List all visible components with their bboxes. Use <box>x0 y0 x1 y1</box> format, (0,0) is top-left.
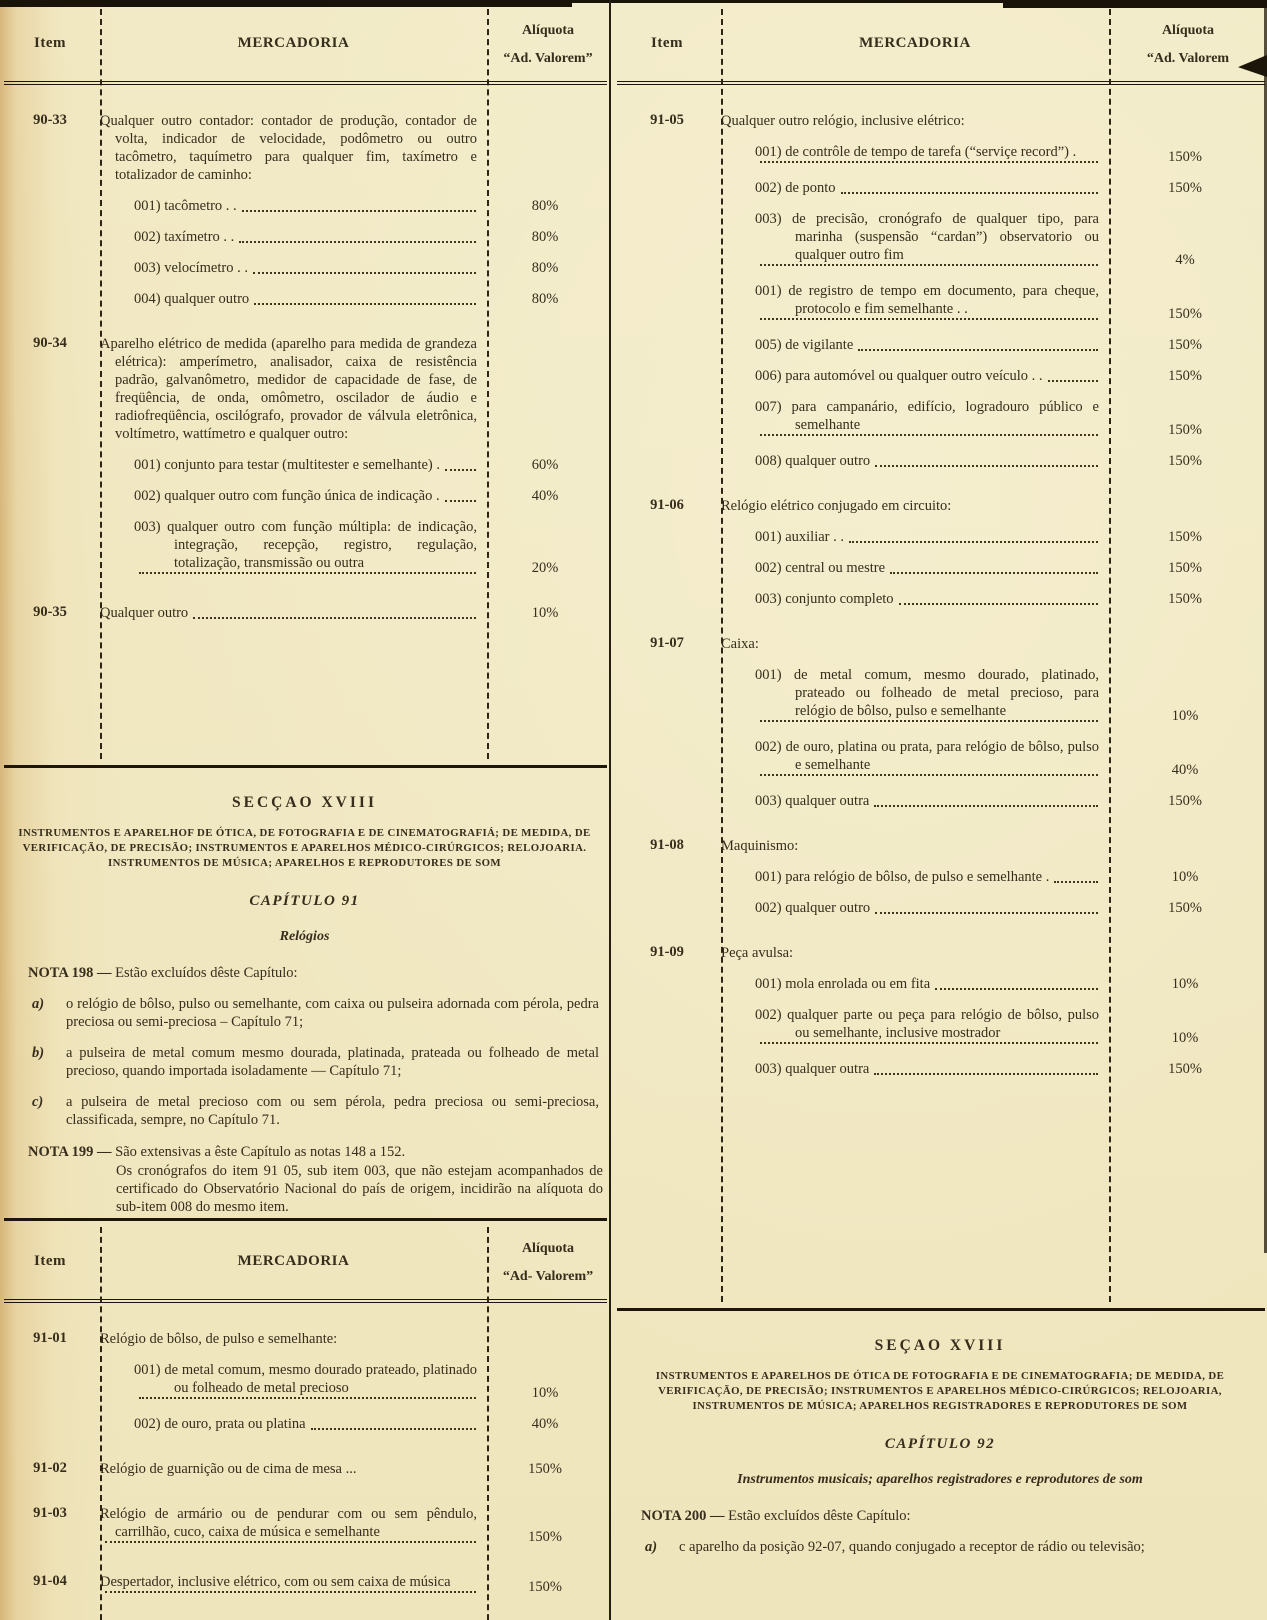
row-text: 004) qualquer outro <box>134 291 250 307</box>
row-text: 002) qualquer parte ou peça para relógio de bôlso, pulso ou semelhante, inclusive mostrador <box>755 1007 1099 1041</box>
row-description <box>721 367 1103 385</box>
dotted-leader <box>445 500 476 502</box>
commodity-row <box>613 944 1267 962</box>
item-code: 91-07 <box>650 635 684 651</box>
row-description <box>721 868 1103 886</box>
rate-value: 150% <box>1168 900 1202 916</box>
column-rule <box>100 1227 102 1620</box>
rate-value: 150% <box>1168 529 1202 545</box>
item-code: 91-05 <box>650 112 684 128</box>
item-code <box>613 738 721 779</box>
rate-value: 150% <box>1168 337 1202 353</box>
section-left <box>0 768 609 1218</box>
note-item-a: a) c aparelho da posição 92-07, quando conjugado a receptor de rádio ou televisão; <box>645 1539 1145 1555</box>
right-column <box>613 3 1267 1620</box>
subitem-row <box>613 590 1267 608</box>
row-text: Caixa: <box>721 636 759 652</box>
row-description <box>721 666 1103 725</box>
dotted-leader <box>875 465 1098 467</box>
table-body <box>0 1330 609 1596</box>
commodity-row <box>613 112 1267 130</box>
rate-value: 10% <box>1171 869 1199 885</box>
section-title: SECÇAO XVIII <box>232 794 377 811</box>
header-mercadoria: MERCADORIA <box>859 35 971 51</box>
dotted-leader <box>760 1042 1098 1044</box>
item-code <box>613 367 721 385</box>
nota-198: NOTA 198 — Estão excluídos dêste Capítulo: <box>28 965 298 981</box>
item-code <box>0 518 100 577</box>
item-code <box>613 899 721 917</box>
item-code: 90-33 <box>33 112 67 128</box>
subitem-row <box>613 210 1267 269</box>
row-description <box>100 1505 481 1546</box>
subitem-row <box>0 1415 609 1433</box>
row-text: 001) tacômetro . . <box>134 198 237 214</box>
dotted-leader <box>254 303 476 305</box>
item-code <box>0 1361 100 1402</box>
rate-value: 10% <box>1171 976 1199 992</box>
row-text: 003) qualquer outra <box>755 1061 870 1077</box>
subitem-row <box>613 528 1267 546</box>
dotted-leader <box>139 1397 476 1399</box>
row-description <box>721 837 1103 855</box>
commodity-row <box>0 1505 609 1546</box>
rate-value: 150% <box>528 1529 562 1545</box>
rate-value: 60% <box>531 457 559 473</box>
rate-value: 80% <box>531 198 559 214</box>
row-text: 002) de ponto <box>755 180 836 196</box>
item-code: 91-04 <box>33 1573 67 1589</box>
row-description <box>100 1460 481 1478</box>
row-text: 001) mola enrolada ou em fita <box>755 976 931 992</box>
row-text: Relógio de guarnição ou de cima de mesa ... <box>100 1461 357 1477</box>
dotted-leader <box>858 349 1098 351</box>
row-text: 003) qualquer outra <box>755 793 870 809</box>
rate-value: 150% <box>528 1579 562 1595</box>
item-code <box>613 666 721 725</box>
row-text: Relógio de bôlso, de pulso e semelhante: <box>100 1331 338 1347</box>
subitem-row <box>613 792 1267 810</box>
row-description <box>721 336 1103 354</box>
item-code <box>613 1006 721 1047</box>
row-text: 001) de contrôle de tempo de tarefa (“serviçe record”) . <box>755 144 1077 160</box>
row-text: Relógio elétrico conjugado em circuito: <box>721 498 952 514</box>
row-description <box>721 210 1103 269</box>
dotted-leader <box>760 434 1098 436</box>
subitem-row <box>0 518 609 577</box>
row-text: 002) de ouro, prata ou platina <box>134 1416 306 1432</box>
header-item: Item <box>34 1253 66 1269</box>
tariff-table-left-bottom <box>0 1221 609 1620</box>
subitem-row <box>613 367 1267 385</box>
rate-value: 20% <box>531 560 559 576</box>
rate-value: 150% <box>1168 591 1202 607</box>
row-description <box>100 456 481 474</box>
subitem-row <box>0 1361 609 1402</box>
row-text: 001) conjunto para testar (multitester e semelhante) . <box>134 457 441 473</box>
item-code <box>613 1060 721 1078</box>
table-body <box>613 112 1267 1078</box>
subitem-row <box>613 868 1267 886</box>
row-text: 001) de registro de tempo em documento, para cheque, protocolo e fim semelhante . . <box>755 283 1099 317</box>
row-text: Peça avulsa: <box>721 945 794 961</box>
item-code <box>0 228 100 246</box>
item-code: 91-09 <box>650 944 684 960</box>
subitem-row <box>613 1060 1267 1078</box>
header-mercadoria: MERCADORIA <box>237 35 350 51</box>
item-code <box>613 868 721 886</box>
item-code: 91-06 <box>650 497 684 513</box>
dotted-leader <box>849 541 1098 543</box>
row-description <box>721 112 1103 130</box>
nota-199: NOTA 199 — São extensivas a êste Capítulo as notas 148 a 152. Os cronógrafos do item 91 05, sub item 003, que não estejam acompanhados de certificado do Observatório Nacional do país de origem, incidirão na alíquota do sub-item 008 do mesmo item. <box>28 1144 603 1215</box>
item-code <box>613 179 721 197</box>
commodity-row <box>0 1460 609 1478</box>
dotted-leader <box>760 774 1098 776</box>
subitem-row <box>0 259 609 277</box>
rate-value: 10% <box>1171 1030 1199 1046</box>
dotted-leader <box>935 988 1098 990</box>
rate-value: 40% <box>1171 762 1199 778</box>
rate-value: 150% <box>1168 422 1202 438</box>
row-description <box>721 792 1103 810</box>
row-text: Despertador, inclusive elétrico, com ou sem caixa de música <box>100 1574 451 1590</box>
commodity-row <box>0 112 609 184</box>
row-description <box>721 944 1103 962</box>
item-code <box>0 259 100 277</box>
dotted-leader <box>193 617 476 619</box>
header-item: Item <box>651 35 683 51</box>
column-rule <box>100 9 102 759</box>
row-text: 008) qualquer outro <box>755 453 871 469</box>
column-rule <box>1109 9 1111 1302</box>
commodity-row <box>613 837 1267 855</box>
commodity-row <box>0 1330 609 1348</box>
rate-value: 150% <box>1168 560 1202 576</box>
rate-value: 80% <box>531 291 559 307</box>
row-text: 003) conjunto completo <box>755 591 894 607</box>
column-divider-line <box>609 0 611 1620</box>
table-header <box>0 1221 609 1285</box>
row-description <box>100 335 481 443</box>
row-text: 001) de metal comum, mesmo dourado prateado, platinado ou folheado de metal precioso <box>134 1362 477 1396</box>
header-aliquota: Alíquota “Ad- Valorem” <box>502 1241 594 1284</box>
row-description <box>100 197 481 215</box>
chapter-title: CAPÍTULO 91 <box>249 893 360 909</box>
row-description <box>721 635 1103 653</box>
item-code <box>613 143 721 166</box>
row-description <box>721 528 1103 546</box>
row-description <box>721 899 1103 917</box>
row-text: 001) de metal comum, mesmo dourado, platinado, prateado ou folheado de metal precioso, para relógio de bôlso, pulso e semelhante <box>755 667 1099 719</box>
item-code <box>613 975 721 993</box>
row-text: Aparelho elétrico de medida (aparelho para medida de grandeza elétrica): amperímetro, analisador, caixa de resistência padrão, galvanômetro, medidor de capacidade de fase, de freqüência, de onda, omômetro, oscilador de áudio e radiofreqüência, oscilógrafo, provador de válvula eletrônica, voltímetro, wattímetro e qualquer outro: <box>100 336 477 442</box>
item-code: 90-34 <box>33 335 67 351</box>
row-text: Qualquer outro <box>100 605 189 621</box>
header-aliquota: Alíquota “Ad. Valorem <box>1146 23 1230 66</box>
rate-value: 40% <box>531 1416 559 1432</box>
header-mercadoria: MERCADORIA <box>237 1253 350 1269</box>
row-description <box>721 497 1103 515</box>
dotted-leader <box>760 161 1098 163</box>
rate-value: 150% <box>1168 306 1202 322</box>
dotted-leader <box>875 912 1098 914</box>
note-item-a: a) o relógio de bôlso, pulso ou semelhante, com caixa ou pulseira adornada com pérola, pedra preciosa ou semi-preciosa – Capítulo 71; <box>32 996 599 1030</box>
item-code <box>613 559 721 577</box>
row-description <box>100 604 481 622</box>
row-description <box>721 282 1103 323</box>
section-title: SEÇAO XVIII <box>874 1337 1006 1354</box>
subitem-row <box>0 290 609 308</box>
row-description <box>100 259 481 277</box>
subitem-row <box>613 452 1267 470</box>
row-text: 003) de precisão, cronógrafo de qualquer tipo, para marinha (suspensão “cardan”) observatorio ou qualquer outro fim <box>755 211 1099 263</box>
dotted-leader <box>105 1591 476 1593</box>
dotted-leader <box>1048 380 1098 382</box>
dotted-leader <box>760 720 1098 722</box>
dotted-leader <box>445 469 476 471</box>
section-right <box>613 1311 1267 1556</box>
row-text: 002) central ou mestre <box>755 560 886 576</box>
section-subtitle: INSTRUMENTOS E APARELHOF DE ÓTICA, DE FOTOGRAFIA E DE CINEMATOGRAFIÁ; DE MEDIDA, DE VERIFICAÇÃO, DE PRECISÃO; INSTRUMENTOS E APARELHOS MÉDICO-CIRÚRGICOS; RELOJOARIA. INSTRUMENTOS DE MÚSICA; APARELHOS E REPRODUTORES DE SOM <box>18 827 591 869</box>
item-code <box>613 590 721 608</box>
dotted-leader <box>890 572 1098 574</box>
commodity-row <box>613 635 1267 653</box>
dotted-leader <box>253 272 476 274</box>
commodity-row <box>0 335 609 443</box>
item-code: 90-35 <box>33 604 67 620</box>
row-text: 003) qualquer outro com função múltipla: de indicação, integração, recepção, registro, regulação, totalização, transmissão ou outra <box>134 519 477 571</box>
rate-value: 4% <box>1175 252 1195 268</box>
item-code <box>0 456 100 474</box>
row-description <box>721 1060 1103 1078</box>
dotted-leader <box>1054 881 1098 883</box>
item-code: 91-01 <box>33 1330 67 1346</box>
dotted-leader <box>242 210 476 212</box>
rate-value: 80% <box>531 229 559 245</box>
subitem-row <box>613 559 1267 577</box>
row-text: 003) velocímetro . . <box>134 260 248 276</box>
nota-200: NOTA 200 — Estão excluídos dêste Capítulo: <box>641 1508 911 1524</box>
header-separator <box>4 1299 607 1303</box>
row-description <box>100 518 481 577</box>
chapter-subtitle: Instrumentos musicais; aparelhos registradores e reprodutores de som <box>737 1472 1143 1487</box>
tariff-table-right <box>613 3 1267 1308</box>
subitem-row <box>0 228 609 246</box>
rate-value: 150% <box>1168 793 1202 809</box>
chapter-subtitle: Relógios <box>279 929 330 944</box>
item-code <box>613 398 721 439</box>
row-text: 006) para automóvel ou qualquer outro veículo . . <box>755 368 1043 384</box>
rate-value: 150% <box>1168 453 1202 469</box>
dotted-leader <box>760 264 1098 266</box>
item-code <box>613 336 721 354</box>
column-rule <box>721 9 723 1302</box>
row-text: 005) de vigilante <box>755 337 854 353</box>
header-separator <box>4 81 607 85</box>
chapter-title: CAPÍTULO 92 <box>884 1436 996 1452</box>
row-description <box>721 738 1103 779</box>
row-text: Relógio de armário ou de pendurar com ou sem pêndulo, carrilhão, cuco, caixa de música e semelhante <box>100 1506 477 1540</box>
row-text: 007) para campanário, edifício, logradouro público e semelhante <box>755 399 1099 433</box>
dotted-leader <box>239 241 476 243</box>
commodity-row <box>613 497 1267 515</box>
rate-value: 150% <box>1168 149 1202 165</box>
subitem-row <box>613 975 1267 993</box>
rate-value: 10% <box>531 1385 559 1401</box>
section-subtitle: INSTRUMENTOS E APARELHOS DE ÓTICA DE FOTOGRAFIA E DE CINEMATOGRAFIA; DE MEDIDA, DE VERIFICAÇÃO, DE PRECISÃO; INSTRUMENTOS E APARELHOS MÉDICO-CIRÚRGICOS; RELOJOARIA, INSTRUMENTOS DE MÚSICA; APARELHOS REGISTRADORES E REPRODUTORES DE SOM <box>655 1370 1225 1412</box>
commodity-row <box>0 604 609 622</box>
subitem-row <box>613 143 1267 166</box>
subitem-row <box>613 398 1267 439</box>
rate-value: 150% <box>1168 1061 1202 1077</box>
row-description <box>721 143 1103 166</box>
subitem-row <box>613 666 1267 725</box>
row-description <box>721 975 1103 993</box>
row-text: 002) qualquer outro <box>755 900 871 916</box>
subitem-row <box>0 487 609 505</box>
item-code: 91-02 <box>33 1460 67 1476</box>
dotted-leader <box>899 603 1098 605</box>
row-description <box>721 398 1103 439</box>
column-rule <box>487 1227 489 1620</box>
row-text: 002) qualquer outro com função única de indicação . <box>134 488 440 504</box>
dotted-leader <box>139 572 476 574</box>
row-text: Maquinismo: <box>721 838 799 854</box>
header-separator <box>617 81 1265 85</box>
row-text: 002) taxímetro . . <box>134 229 235 245</box>
table-header <box>0 3 609 67</box>
subitem-row <box>0 197 609 215</box>
item-code <box>0 290 100 308</box>
subitem-row <box>0 456 609 474</box>
column-rule <box>487 9 489 759</box>
row-description <box>721 179 1103 197</box>
row-text: 001) para relógio de bôlso, de pulso e semelhante . <box>755 869 1050 885</box>
row-text: 002) de ouro, platina ou prata, para relógio de bôlso, pulso e semelhante <box>755 739 1099 773</box>
item-code <box>0 487 100 505</box>
item-code <box>613 528 721 546</box>
table-body <box>0 112 609 622</box>
row-description <box>721 452 1103 470</box>
subitem-row <box>613 738 1267 779</box>
item-code <box>613 210 721 269</box>
subitem-row <box>613 1006 1267 1047</box>
item-code: 91-08 <box>650 837 684 853</box>
header-aliquota: Alíquota “Ad. Valorem” <box>503 23 593 66</box>
dotted-leader <box>874 1073 1098 1075</box>
row-description <box>721 1006 1103 1047</box>
header-item: Item <box>34 35 66 51</box>
dotted-leader <box>874 805 1098 807</box>
dotted-leader <box>311 1428 476 1430</box>
row-description <box>100 228 481 246</box>
rate-value: 150% <box>528 1461 562 1477</box>
item-code <box>613 792 721 810</box>
dotted-leader <box>760 318 1098 320</box>
row-description <box>100 487 481 505</box>
rate-value: 150% <box>1168 180 1202 196</box>
row-description <box>100 290 481 308</box>
commodity-row <box>0 1573 609 1596</box>
row-description <box>721 559 1103 577</box>
row-description <box>721 590 1103 608</box>
tariff-table-left-top <box>0 3 609 765</box>
subitem-row <box>613 179 1267 197</box>
item-code: 91-03 <box>33 1505 67 1521</box>
row-text: 001) auxiliar . . <box>755 529 844 545</box>
table-header <box>613 3 1267 67</box>
row-text: Qualquer outro relógio, inclusive elétrico: <box>721 113 965 129</box>
subitem-row <box>613 899 1267 917</box>
row-description <box>100 1573 481 1596</box>
rate-value: 10% <box>1171 708 1199 724</box>
row-description <box>100 112 481 184</box>
item-code <box>613 452 721 470</box>
item-code <box>0 197 100 215</box>
rate-value: 150% <box>1168 368 1202 384</box>
row-description <box>100 1330 481 1348</box>
rate-value: 80% <box>531 260 559 276</box>
dotted-leader <box>841 192 1098 194</box>
note-item-c: c) a pulseira de metal precioso com ou sem pérola, pedra preciosa ou semi-preciosa, classificada, sempre, no Capítulo 71. <box>32 1094 599 1128</box>
dotted-leader <box>105 1541 476 1543</box>
subitem-row <box>613 282 1267 323</box>
note-item-b: b) a pulseira de metal comum mesmo dourada, platinada, prateada ou folheado de metal precioso, quando importada isoladamente — Capítulo 71; <box>32 1045 599 1079</box>
item-code <box>613 282 721 323</box>
subitem-row <box>613 336 1267 354</box>
rate-value: 10% <box>531 605 559 621</box>
row-description <box>100 1361 481 1402</box>
left-column <box>0 3 609 1620</box>
rate-value: 40% <box>531 488 559 504</box>
row-text: Qualquer outro contador: contador de produção, contador de volta, indicador de velocidade, podômetro ou outro tacômetro, taquímetro para qualquer fim, taxímetro e totalizador de caminho: <box>100 113 477 183</box>
row-description <box>100 1415 481 1433</box>
item-code <box>0 1415 100 1433</box>
